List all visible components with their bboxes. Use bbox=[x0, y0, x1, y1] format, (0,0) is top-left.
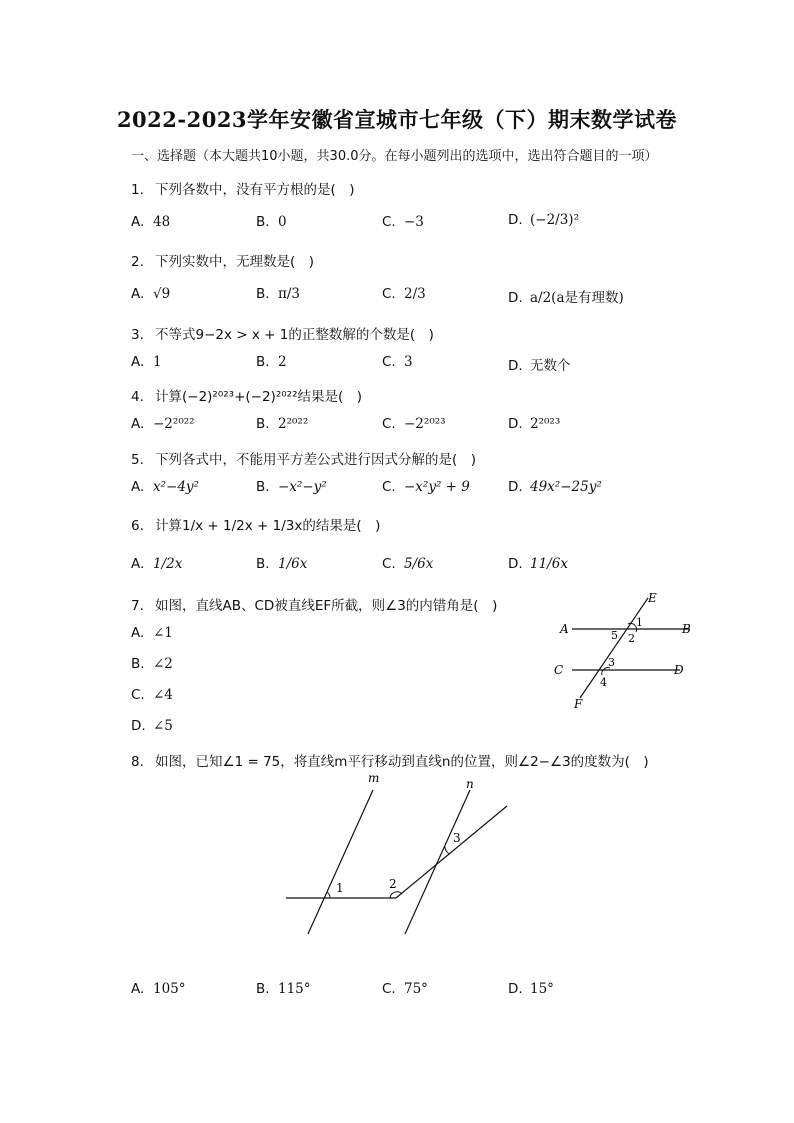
label-1: 1 bbox=[336, 881, 344, 895]
question-number: 2. bbox=[131, 254, 144, 270]
option-a[interactable]: A. x²−4y² bbox=[131, 479, 199, 495]
option-b[interactable]: B. 1/6x bbox=[256, 556, 308, 572]
question-5 bbox=[131, 448, 476, 468]
question-text: 计算1/x + 1/2x + 1/3x的结果是( ) bbox=[155, 518, 381, 534]
label-2: 2 bbox=[628, 632, 635, 645]
question-3 bbox=[131, 323, 434, 343]
option-d[interactable]: D. 15° bbox=[508, 981, 554, 997]
option-d[interactable]: D. 无数个 bbox=[508, 358, 571, 374]
line-m bbox=[308, 790, 373, 934]
question-number: 6. bbox=[131, 518, 144, 534]
question-text: 下列实数中，无理数是( ) bbox=[155, 254, 315, 270]
option-b[interactable]: B. 115° bbox=[256, 981, 311, 997]
label-e: E bbox=[648, 591, 657, 605]
option-c[interactable]: C. −2²⁰²³ bbox=[382, 416, 446, 432]
question-number: 8. bbox=[131, 754, 144, 770]
question-number: 4. bbox=[131, 389, 144, 405]
option-a[interactable]: A. 48 bbox=[131, 214, 171, 230]
label-3: 3 bbox=[608, 656, 615, 669]
question-number: 1. bbox=[131, 182, 144, 198]
question-4 bbox=[131, 385, 362, 405]
option-a[interactable]: A. 1/2x bbox=[131, 556, 183, 572]
option-b[interactable]: B. −x²−y² bbox=[256, 479, 327, 495]
option-c[interactable]: C. 5/6x bbox=[382, 556, 434, 572]
option-b[interactable]: B. 0 bbox=[256, 214, 287, 230]
option-d[interactable]: D. 49x²−25y² bbox=[508, 479, 602, 495]
question-1 bbox=[131, 178, 355, 198]
line-ef bbox=[580, 598, 648, 698]
question-text: 如图，已知∠1 = 75，将直线m平行移动到直线n的位置，则∠2−∠3的度数为( ) bbox=[155, 754, 649, 770]
option-d[interactable]: D. 11/6x bbox=[508, 556, 568, 572]
label-5: 5 bbox=[611, 629, 618, 642]
option-c[interactable]: C. −x²y² + 9 bbox=[382, 479, 470, 495]
figure-8-diagram bbox=[280, 768, 520, 943]
angle-arc bbox=[327, 892, 330, 898]
option-c[interactable]: C. −3 bbox=[382, 214, 424, 230]
section-heading: 一、选择题（本大题共10小题，共30.0分。在每小题列出的选项中，选出符合题目的一项） bbox=[131, 149, 658, 164]
question-number: 5. bbox=[131, 452, 144, 468]
option-d[interactable]: D. (−2/3)² bbox=[508, 212, 579, 228]
label-f: F bbox=[574, 697, 583, 711]
question-text: 下列各式中，不能用平方差公式进行因式分解的是( ) bbox=[155, 452, 477, 468]
option-b[interactable]: B. 2²⁰²² bbox=[256, 416, 309, 432]
question-text: 下列各数中，没有平方根的是( ) bbox=[155, 182, 355, 198]
option-d[interactable]: D. a/2(a是有理数) bbox=[508, 290, 624, 306]
label-d: D bbox=[674, 663, 684, 677]
label-m: m bbox=[368, 771, 380, 785]
option-a[interactable]: A. −2²⁰²² bbox=[131, 416, 195, 432]
question-text: 如图，直线AB、CD被直线EF所截，则∠3的内错角是( ) bbox=[155, 598, 498, 614]
option-c[interactable]: C. 3 bbox=[382, 354, 413, 370]
option-b[interactable]: B. π/3 bbox=[256, 286, 301, 302]
figure-7-diagram bbox=[550, 588, 710, 716]
question-7 bbox=[131, 594, 497, 614]
question-8 bbox=[131, 750, 649, 770]
label-a: A bbox=[560, 622, 569, 636]
option-b[interactable]: B. 2 bbox=[256, 354, 287, 370]
label-3: 3 bbox=[453, 831, 461, 845]
label-b: B bbox=[682, 622, 691, 636]
line-n bbox=[405, 790, 470, 934]
option-a[interactable]: A. ∠1 bbox=[131, 625, 173, 641]
label-1: 1 bbox=[636, 616, 643, 629]
question-2 bbox=[131, 250, 314, 270]
page-title: 2022-2023学年安徽省宣城市七年级（下）期末数学试卷 bbox=[116, 107, 678, 132]
label-2: 2 bbox=[389, 877, 397, 891]
option-c[interactable]: C. 2/3 bbox=[382, 286, 426, 302]
angle-arc bbox=[445, 847, 450, 854]
option-b[interactable]: B. ∠2 bbox=[131, 656, 173, 672]
option-a[interactable]: A. 1 bbox=[131, 354, 162, 370]
option-c[interactable]: C. 75° bbox=[382, 981, 428, 997]
question-6 bbox=[131, 514, 380, 534]
option-a[interactable]: A. 105° bbox=[131, 981, 186, 997]
option-a[interactable]: A. √9 bbox=[131, 286, 171, 302]
label-n: n bbox=[466, 777, 474, 791]
question-text: 计算(−2)²⁰²³+(−2)²⁰²²结果是( ) bbox=[155, 389, 363, 405]
option-c[interactable]: C. ∠4 bbox=[131, 687, 173, 703]
option-d[interactable]: D. ∠5 bbox=[131, 718, 173, 734]
transversal bbox=[396, 806, 507, 898]
question-number: 7. bbox=[131, 598, 144, 614]
label-c: C bbox=[554, 663, 564, 677]
label-4: 4 bbox=[600, 676, 607, 689]
question-number: 3. bbox=[131, 327, 144, 343]
question-text: 不等式9−2x > x + 1的正整数解的个数是( ) bbox=[155, 327, 434, 343]
option-d[interactable]: D. 2²⁰²³ bbox=[508, 416, 561, 432]
